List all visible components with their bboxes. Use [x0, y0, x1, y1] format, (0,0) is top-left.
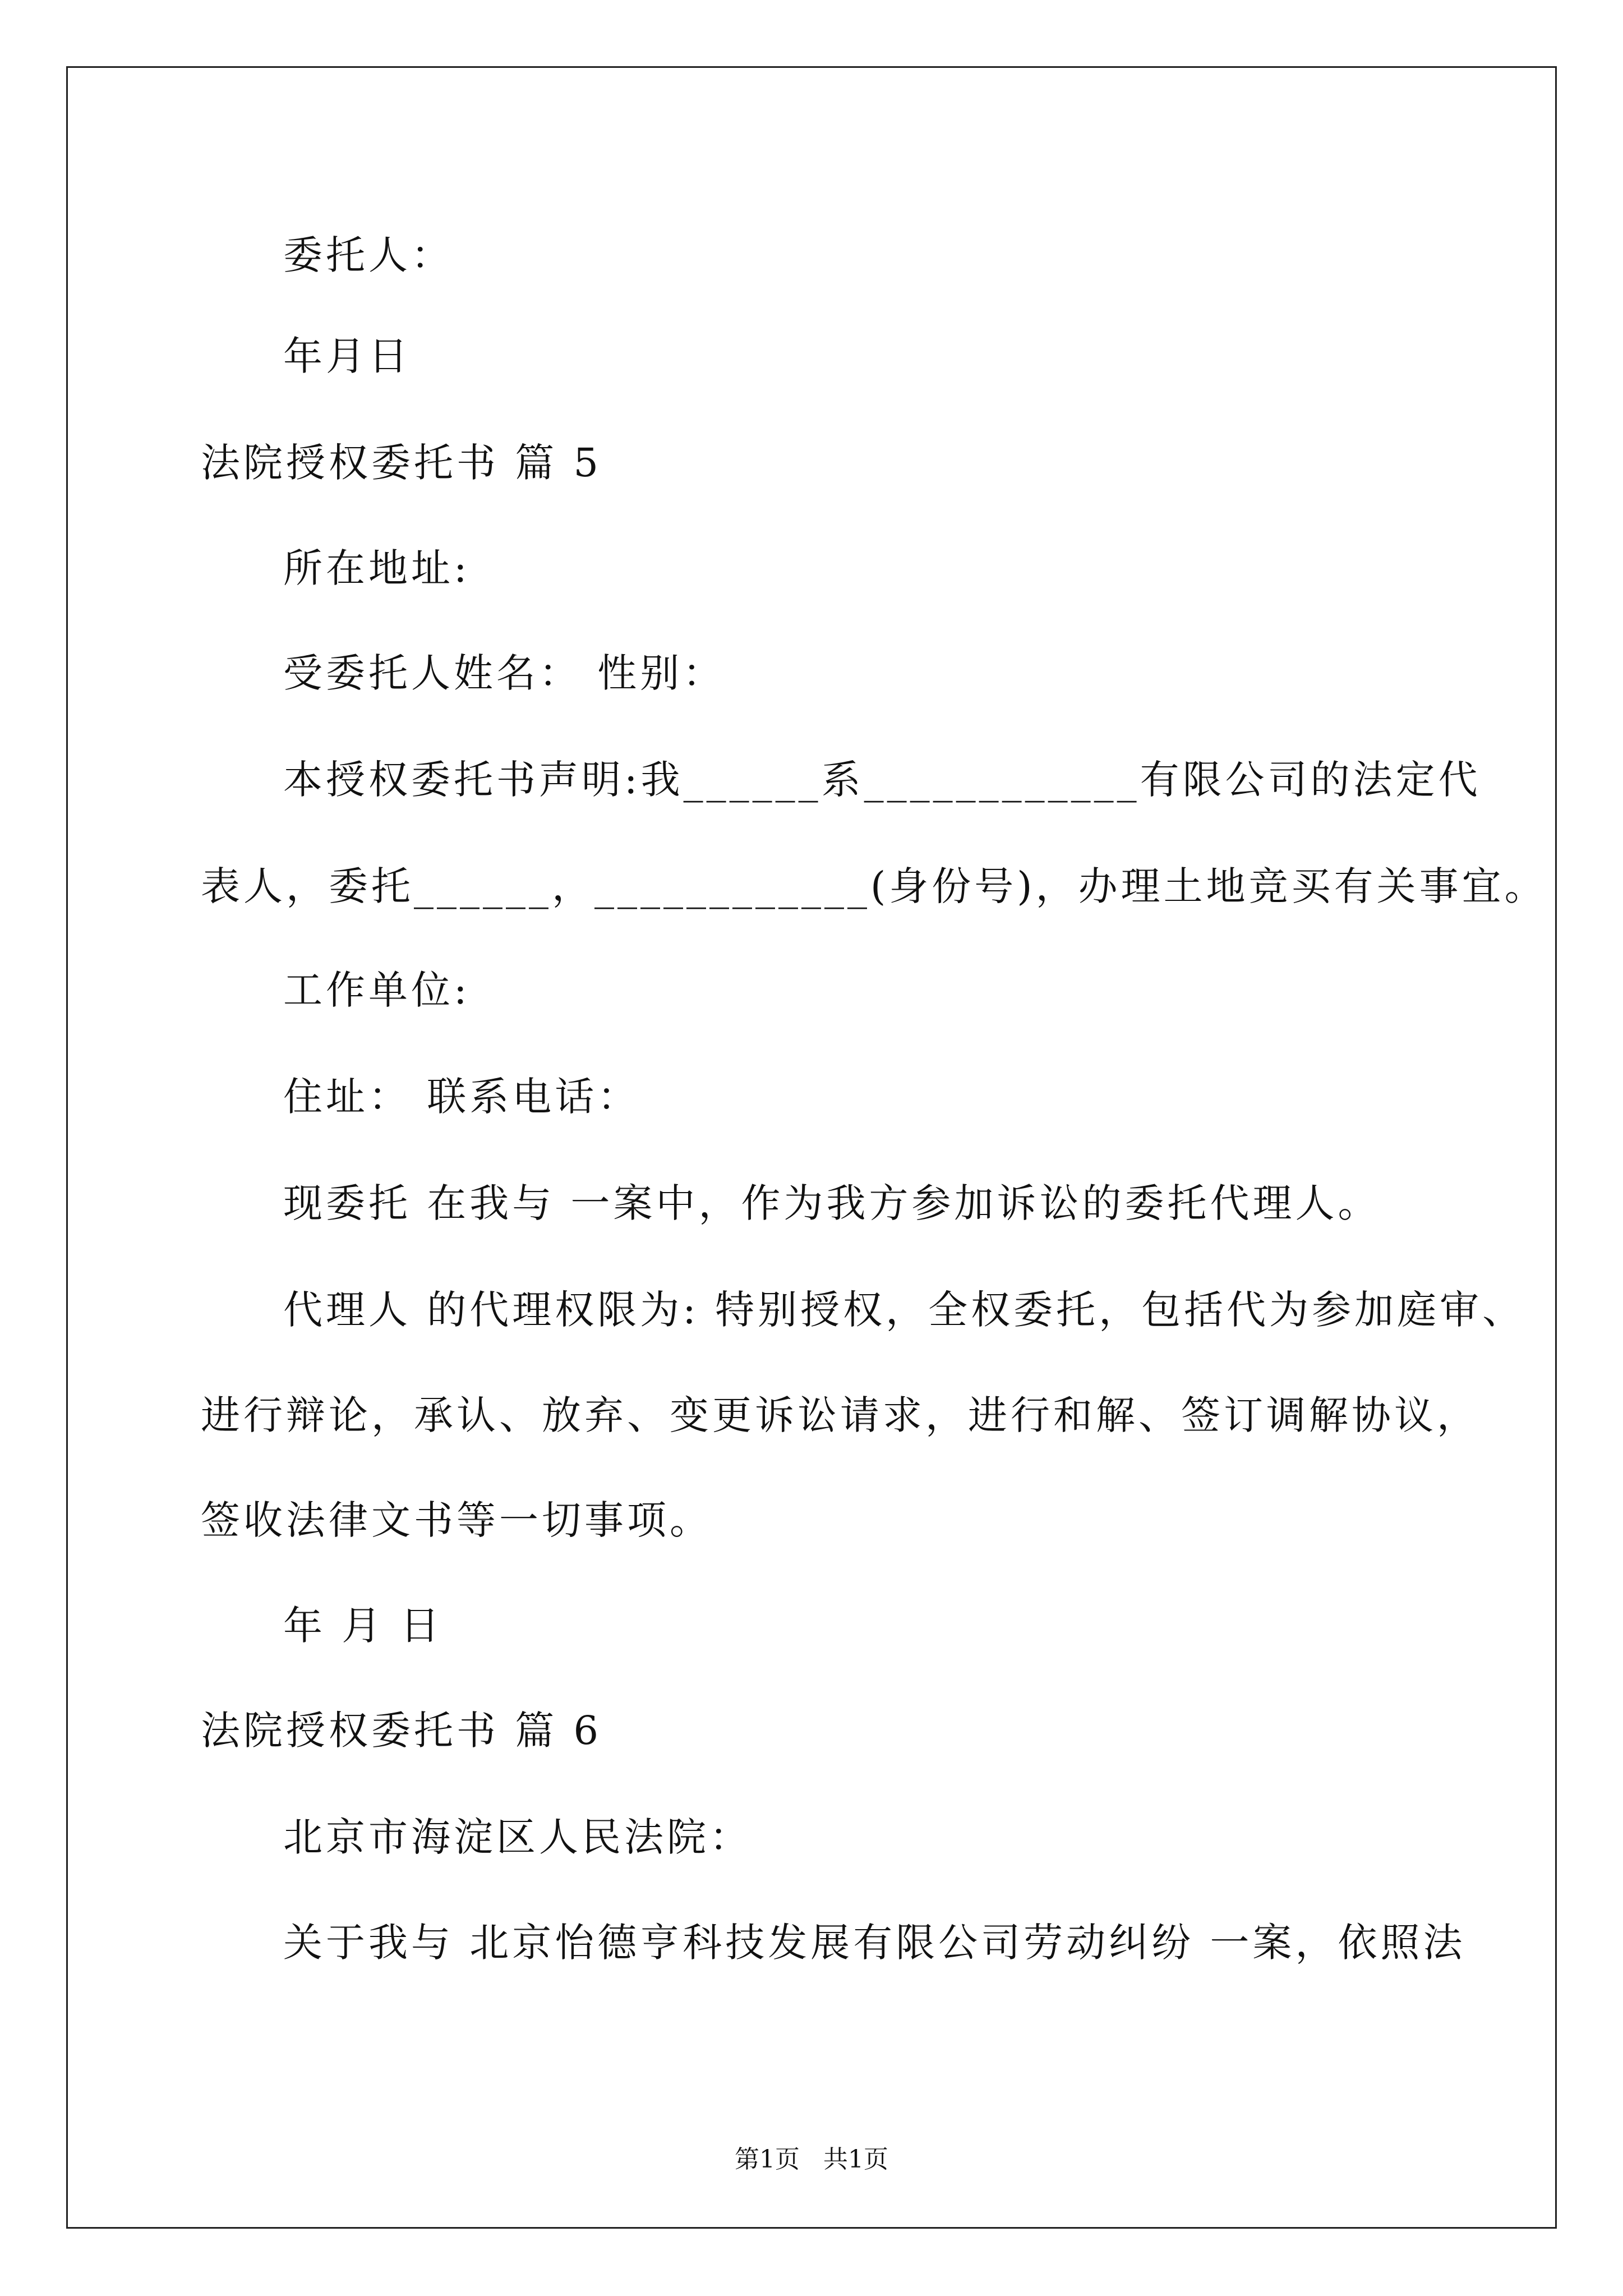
page-border	[66, 66, 1557, 2229]
delegator-label: 委托人：	[283, 232, 454, 278]
court-address: 北京市海淀区人民法院：	[283, 1814, 752, 1860]
work-unit-label: 工作单位:	[283, 967, 471, 1013]
declaration-paragraph-line-1: 本授权委托书声明:我______系____________有限公司的法定代	[283, 757, 1481, 803]
address-label: 所在地址:	[283, 545, 471, 591]
delegation-statement: 现委托 在我与 一案中，作为我方参加诉讼的委托代理人。	[283, 1180, 1381, 1226]
page-number-footer: 第1页 共1页	[735, 2145, 888, 2174]
section-title-5: 法院授权委托书 篇 5	[201, 440, 602, 486]
authority-paragraph-line-3: 签收法律文书等一切事项。	[201, 1497, 712, 1543]
delegatee-name-gender-label: 受委托人姓名： 性别：	[283, 650, 726, 696]
date-line: 年月日	[283, 333, 411, 379]
declaration-paragraph-line-2: 表人，委托______，____________(身份号)，办理土地竞买有关事宜。	[201, 863, 1547, 909]
authority-paragraph-line-2: 进行辩论，承认、放弃、变更诉讼请求，进行和解、签订调解协议，	[201, 1392, 1479, 1438]
authority-paragraph-line-1: 代理人 的代理权限为: 特别授权，全权委托，包括代为参加庭审、	[283, 1287, 1525, 1333]
address-phone-label: 住址： 联系电话：	[283, 1074, 640, 1120]
section-title-6: 法院授权委托书 篇 6	[201, 1708, 602, 1754]
date-line-2: 年 月 日	[283, 1603, 443, 1649]
case-paragraph-line-1: 关于我与 北京怡德亨科技发展有限公司劳动纠纷 一案，依照法	[283, 1920, 1466, 1966]
